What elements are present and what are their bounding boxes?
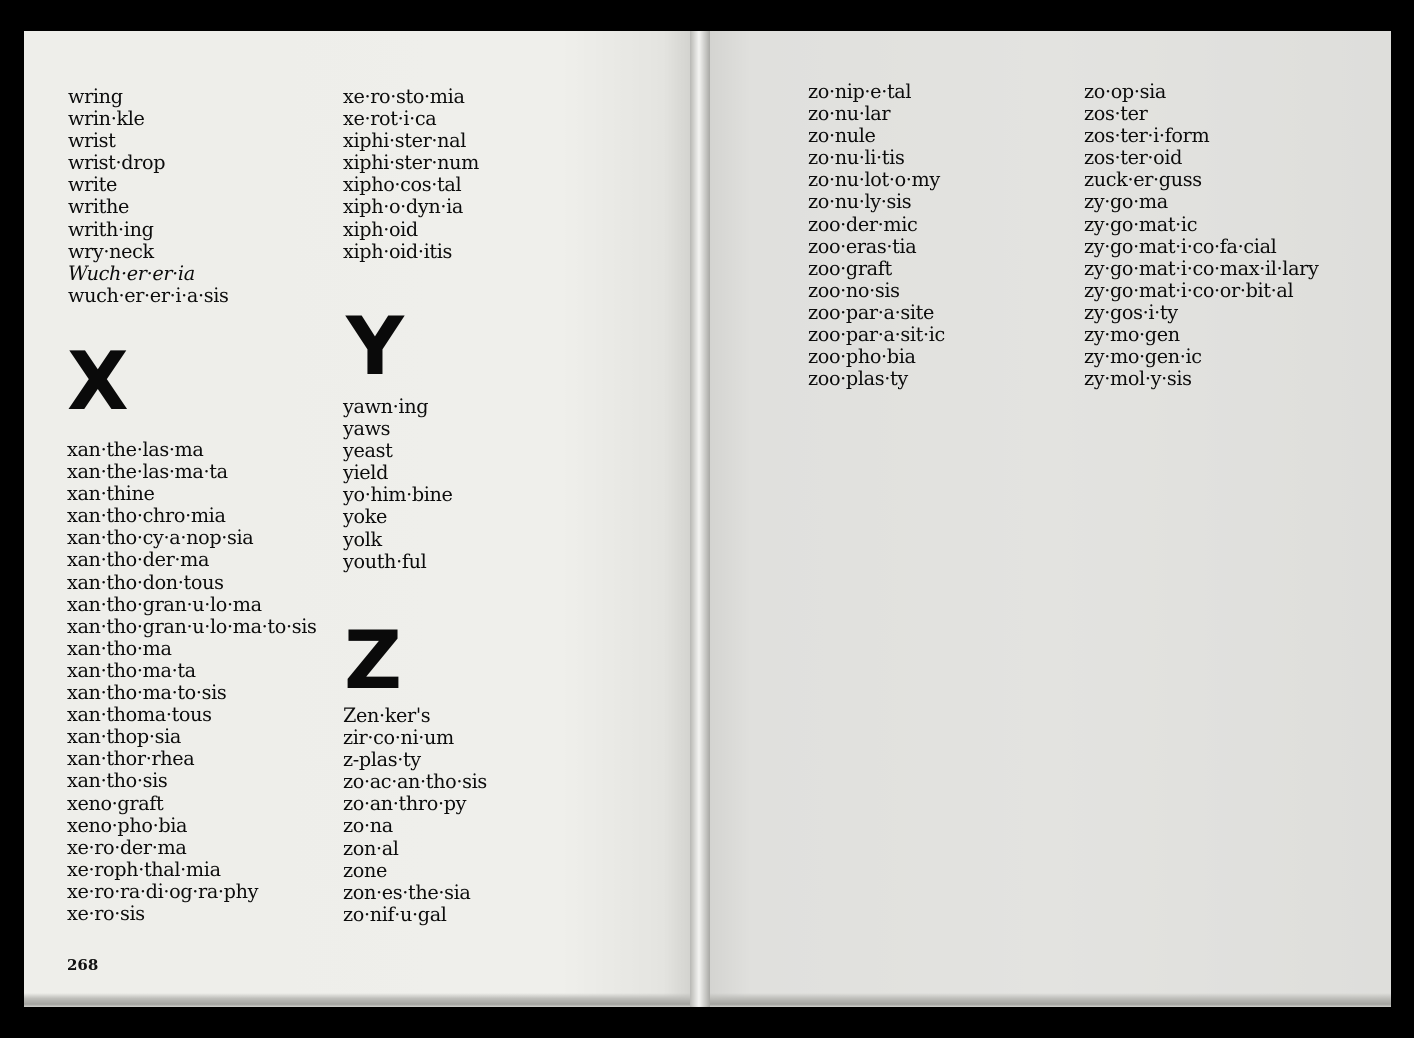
dictionary-entry: yoke [343,505,387,529]
dictionary-entry: xiphi·ster·num [343,151,480,175]
dictionary-entry: zy·mo·gen·ic [1084,345,1202,369]
dictionary-entry: wrist [68,129,116,153]
dictionary-entry: xan·the·las·ma [67,438,204,461]
dictionary-entry: zo·ac·an·tho·sis [343,770,487,794]
right-page [710,31,1391,1007]
section-letter-x: X [67,335,127,428]
section-letter-z: Z [344,614,401,707]
dictionary-entry: zone [343,858,387,882]
dictionary-entry: xan·tho·ma [67,636,172,660]
dictionary-entry: zy·go·mat·i·co·fa·cial [1084,234,1277,258]
dictionary-entry: zo·nu·ly·sis [808,190,912,214]
dictionary-entry: xan·thine [67,482,155,506]
dictionary-entry: zuck·er·guss [1084,168,1202,192]
dictionary-entry: Zen·ker's [343,704,431,727]
dictionary-entry: xe·rot·i·ca [343,107,437,131]
dictionary-entry: yolk [343,527,382,551]
dictionary-entry: writhe [68,195,130,219]
dictionary-entry: zo·nu·li·tis [808,146,905,170]
dictionary-entry: xan·tho·der·ma [67,548,210,572]
column-3-entries [808,81,945,390]
left-page [24,31,697,1007]
dictionary-entry: zo·na [343,814,393,838]
dictionary-entry: yo·him·bine [343,483,453,507]
left-page-bottom-edge [24,993,697,1007]
dictionary-entry: xan·tho·cy·a·nop·sia [67,526,254,550]
book-gutter [690,31,710,1007]
dictionary-entry: zy·mol·y·sis [1084,367,1192,391]
dictionary-entry: writh·ing [68,217,154,241]
dictionary-entry: yeast [343,439,393,463]
dictionary-entry: xan·tho·gran·u·lo·ma·to·sis [67,614,317,638]
dictionary-entry: zir·co·ni·um [343,726,454,750]
dictionary-entry: wuch·er·er·i·a·sis [68,283,229,307]
dictionary-entry: zon·al [343,836,399,860]
dictionary-entry: xiph·oid·itis [343,239,453,263]
dictionary-entry: xiph·o·dyn·ia [343,195,463,219]
dictionary-entry: zon·es·the·sia [343,880,471,904]
dictionary-entry: xan·tho·ma·ta [67,658,196,682]
dictionary-entry: zos·ter·i·form [1084,124,1210,148]
dictionary-entry: wry·neck [68,239,154,263]
dictionary-entry: xe·ro·der·ma [67,835,187,859]
dictionary-entry: xiph·oid [343,217,418,241]
dictionary-entry: xan·tho·gran·u·lo·ma [67,592,262,616]
dictionary-entry: xan·tho·sis [67,769,168,793]
column-1-x-entries [67,439,317,925]
column-1-after-italic [68,285,229,307]
dictionary-entry: zoo·plas·ty [808,367,908,391]
dictionary-entry: xan·thop·sia [67,725,181,749]
dictionary-entry: zo·nu·lar [808,102,891,126]
dictionary-entry: xan·thor·rhea [67,747,195,771]
dictionary-entry: zos·ter [1084,102,1148,126]
column-4-entries [1084,81,1318,390]
dictionary-entry: youth·ful [343,549,427,573]
dictionary-entry: zoo·pho·bia [808,345,916,369]
dictionary-entry: xe·ro·ra·di·og·ra·phy [67,879,259,903]
dictionary-entry: wrin·kle [68,107,145,131]
dictionary-entry: zo·op·sia [1084,80,1166,103]
dictionary-entry: xipho·cos·tal [343,173,462,197]
dictionary-entry: zy·go·mat·ic [1084,212,1198,236]
page-number: 268 [67,956,99,974]
dictionary-entry: xan·thoma·tous [67,703,212,727]
dictionary-entry: yield [343,461,389,485]
dictionary-entry: zoo·eras·tia [808,234,917,258]
column-2-top-entries [343,86,479,263]
dictionary-entry: zoo·par·a·site [808,300,934,324]
dictionary-entry: xan·tho·ma·to·sis [67,681,227,705]
dictionary-entry: zoo·par·a·sit·ic [808,323,945,347]
dictionary-entry: z-plas·ty [343,748,421,772]
dictionary-entry: zy·mo·gen [1084,323,1180,347]
dictionary-entry: zy·go·ma [1084,190,1168,214]
dictionary-entry: wring [68,85,123,108]
dictionary-entry: xan·tho·chro·mia [67,504,226,528]
dictionary-entry: zo·an·thro·py [343,792,467,816]
column-1-italic-entry-list [68,263,195,285]
dictionary-entry: zoo·graft [808,256,892,280]
dictionary-entry: write [68,173,118,197]
column-2-z-entries [343,705,487,926]
dictionary-entry: zy·go·mat·i·co·max·il·lary [1084,256,1319,280]
dictionary-entry: xiphi·ster·nal [343,129,467,153]
dictionary-entry: xe·ro·sis [67,901,145,925]
dictionary-entry: yaws [343,417,391,441]
dictionary-entry-italic: Wuch·er·er·ia [68,261,195,285]
right-page-bottom-edge [710,993,1391,1007]
dictionary-entry: zoo·der·mic [808,212,918,236]
section-letter-y: Y [346,300,402,393]
dictionary-entry: xan·the·las·ma·ta [67,460,228,484]
column-2-y-entries [343,396,453,573]
dictionary-entry: zy·gos·i·ty [1084,300,1178,324]
dictionary-entry: xe·ro·sto·mia [343,85,465,108]
dictionary-entry: zo·nif·u·gal [343,902,447,926]
dictionary-entry: zoo·no·sis [808,278,900,302]
dictionary-entry: zo·nu·lot·o·my [808,168,940,192]
dictionary-entry: yawn·ing [343,395,429,418]
dictionary-entry: xe·roph·thal·mia [67,857,221,881]
dictionary-entry: xan·tho·don·tous [67,570,224,594]
dictionary-entry: xeno·pho·bia [67,813,188,837]
dictionary-entry: zy·go·mat·i·co·or·bit·al [1084,278,1294,302]
dictionary-entry: zos·ter·oid [1084,146,1183,170]
column-1-top-entries [68,86,165,263]
dictionary-entry: wrist·drop [68,151,166,175]
dictionary-entry: zo·nule [808,124,876,148]
dictionary-entry: xeno·graft [67,791,164,815]
dictionary-entry: zo·nip·e·tal [808,80,912,103]
